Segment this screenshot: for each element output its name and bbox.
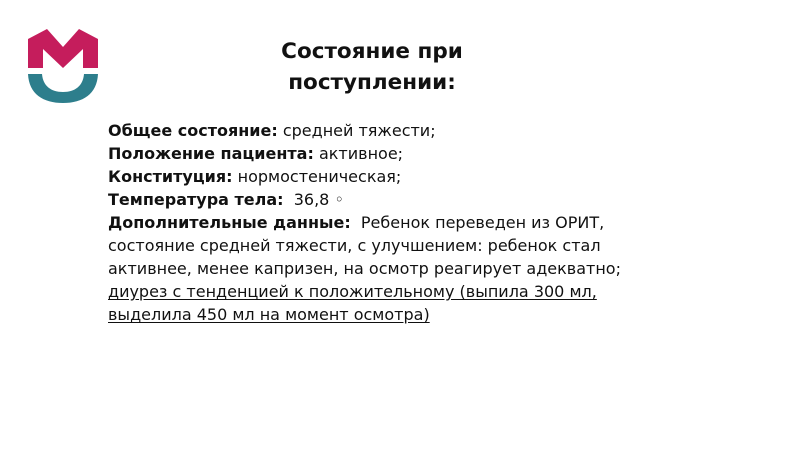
patient-position-row: [108, 142, 668, 165]
general-state-row: [108, 119, 668, 142]
body-temperature-row: [108, 188, 668, 211]
body-temperature-label: Температура тела:: [108, 190, 284, 209]
university-logo-icon: [26, 28, 100, 104]
diuresis-note-line: диурез с тенденцией к положительному (выпила 300 мл,: [108, 282, 597, 301]
constitution-value: нормостеническая;: [232, 167, 402, 186]
patient-position-value: активное;: [313, 144, 404, 163]
admission-status-text: [108, 119, 668, 326]
body-temperature-value: 36,8 ◦: [283, 190, 344, 209]
general-state-value: средней тяжести;: [277, 121, 436, 140]
slide-title: [232, 36, 512, 98]
constitution-row: [108, 165, 668, 188]
additional-data-line: состояние средней тяжести, с улучшением: ребенок стал: [108, 236, 601, 255]
additional-data-label: Дополнительные данные:: [108, 213, 351, 232]
constitution-label: Конституция:: [108, 167, 233, 186]
general-state-label: Общее состояние:: [108, 121, 278, 140]
patient-position-label: Положение пациента:: [108, 144, 314, 163]
additional-data-text: Ребенок переведен из ОРИТ,: [350, 213, 605, 232]
title-line: поступлении:: [288, 70, 456, 95]
additional-data-row: [108, 211, 668, 234]
title-line: Состояние при: [281, 39, 463, 64]
diuresis-note-line: выделила 450 мл на момент осмотра): [108, 305, 430, 324]
additional-data-line: активнее, менее капризен, на осмотр реагирует адекватно;: [108, 259, 621, 278]
